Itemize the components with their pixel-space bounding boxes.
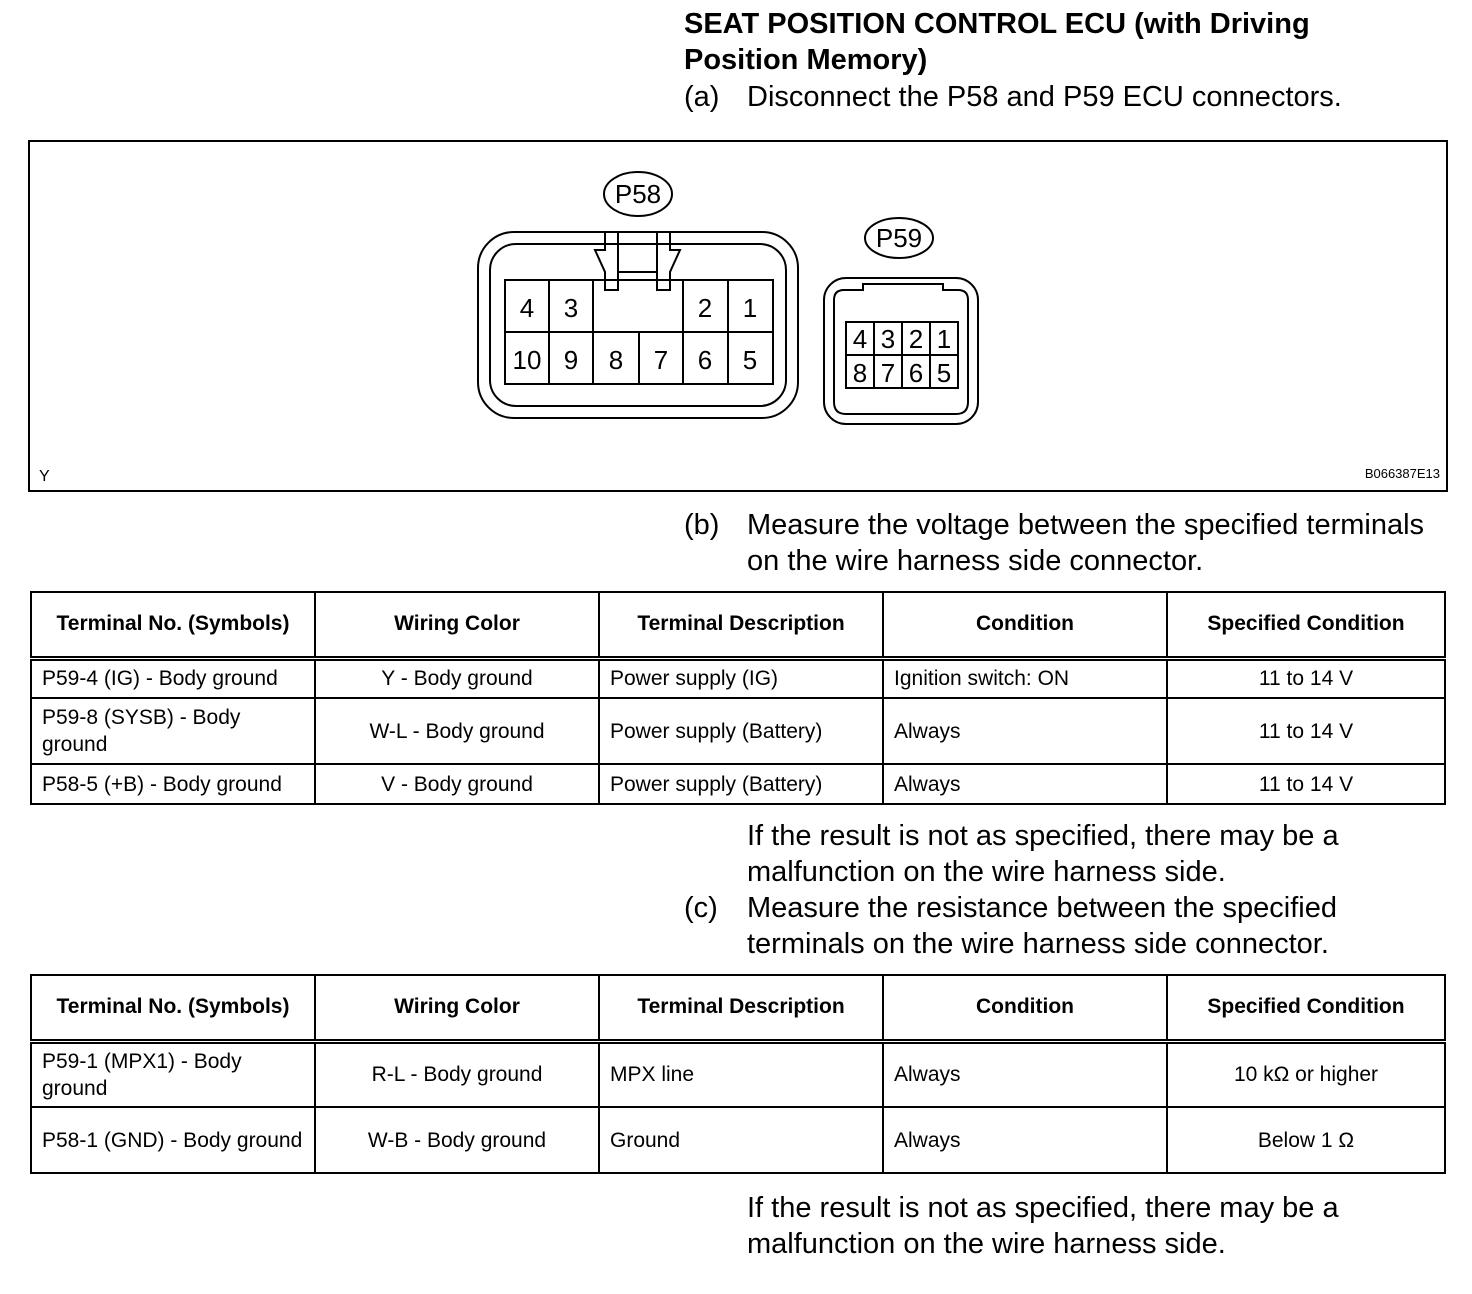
step-b-label: (b) [684,509,720,541]
p59-pin-2: 2 [908,324,924,354]
voltage-note: If the result is not as specified, there may be a malfunction on the wire harness side. [747,820,1339,888]
step-c-text: Measure the resistance between the specified terminals on the wire harness side connector. [747,892,1338,960]
cell-specified: Below 1 Ω [1167,1107,1445,1173]
cell-specified: 10 kΩ or higher [1167,1041,1445,1107]
step-c-label: (c) [684,892,718,924]
cell-condition: Always [883,764,1167,804]
cell-wiring-color: R-L - Body ground [315,1041,599,1107]
p58-pin-8: 8 [608,345,624,375]
table-row [31,698,1445,764]
p58-pin-3: 3 [563,293,579,323]
p58-label: P58 [614,179,662,209]
p59-label: P59 [875,223,923,253]
p58-outer-body [478,232,798,418]
cell-condition: Always [883,1107,1167,1173]
cell-description: Ground [599,1107,883,1173]
table-header-row [31,592,1445,658]
p59-pin-5: 5 [936,358,952,388]
connector-figure [28,140,1448,492]
table-row [31,658,1445,698]
table-row [31,764,1445,804]
cell-condition: Ignition switch: ON [883,658,1167,698]
table-row [31,1107,1445,1173]
cell-condition: Always [883,1041,1167,1107]
page-title: SEAT POSITION CONTROL ECU (with Driving Position Memory) [684,8,1310,76]
p58-pin-2: 2 [697,293,713,323]
header-specified-condition: Specified Condition [1167,975,1445,1041]
header-terminal: Terminal No. (Symbols) [31,975,315,1041]
table-header-row [31,975,1445,1041]
p58-pin-1: 1 [742,293,758,323]
resistance-note: If the result is not as specified, there may be a malfunction on the wire harness side. [747,1192,1339,1260]
p58-latch-right [657,232,680,290]
connector-diagram [30,142,1450,494]
cell-wiring-color: V - Body ground [315,764,599,804]
p58-pin-6: 6 [697,345,713,375]
table-row [31,1041,1445,1107]
cell-specified: 11 to 14 V [1167,764,1445,804]
cell-terminal: P58-5 (+B) - Body ground [31,764,315,804]
p59-pin-6: 6 [908,358,924,388]
cell-specified: 11 to 14 V [1167,658,1445,698]
p59-pin-3: 3 [880,324,896,354]
p58-pin-10: 10 [512,345,542,375]
figure-id: B066387E13 [1364,466,1440,481]
cell-wiring-color: W-L - Body ground [315,698,599,764]
p58-pin-9: 9 [563,345,579,375]
p58-pin-7: 7 [653,345,669,375]
cell-terminal: P58-1 (GND) - Body ground [31,1107,315,1173]
header-wiring-color: Wiring Color [315,975,599,1041]
p59-pin-4: 4 [852,324,868,354]
resistance-table [30,974,1446,1174]
figure-corner-mark: Y [39,468,50,485]
cell-wiring-color: W-B - Body ground [315,1107,599,1173]
header-wiring-color: Wiring Color [315,592,599,658]
p59-pin-7: 7 [880,358,896,388]
cell-terminal: P59-8 (SYSB) - Body ground [31,698,315,764]
step-b-text: Measure the voltage between the specified terminals on the wire harness side connector. [747,509,1425,577]
cell-description: Power supply (Battery) [599,764,883,804]
header-terminal-description: Terminal Description [599,592,883,658]
header-terminal-description: Terminal Description [599,975,883,1041]
cell-terminal: P59-4 (IG) - Body ground [31,658,315,698]
cell-terminal: P59-1 (MPX1) - Body ground [31,1041,315,1107]
cell-specified: 11 to 14 V [1167,698,1445,764]
cell-description: Power supply (IG) [599,658,883,698]
cell-condition: Always [883,698,1167,764]
p59-pin-1: 1 [936,324,952,354]
step-a-label: (a) [684,81,720,113]
cell-description: MPX line [599,1041,883,1107]
p58-pin-4: 4 [519,293,535,323]
header-condition: Condition [883,975,1167,1041]
step-a-text: Disconnect the P58 and P59 ECU connectors. [747,81,1342,113]
header-specified-condition: Specified Condition [1167,592,1445,658]
p58-pin-5: 5 [742,345,758,375]
header-condition: Condition [883,592,1167,658]
p59-pin-8: 8 [852,358,868,388]
cell-description: Power supply (Battery) [599,698,883,764]
header-terminal: Terminal No. (Symbols) [31,592,315,658]
p58-latch-left [595,232,618,290]
cell-wiring-color: Y - Body ground [315,658,599,698]
voltage-table [30,591,1446,805]
